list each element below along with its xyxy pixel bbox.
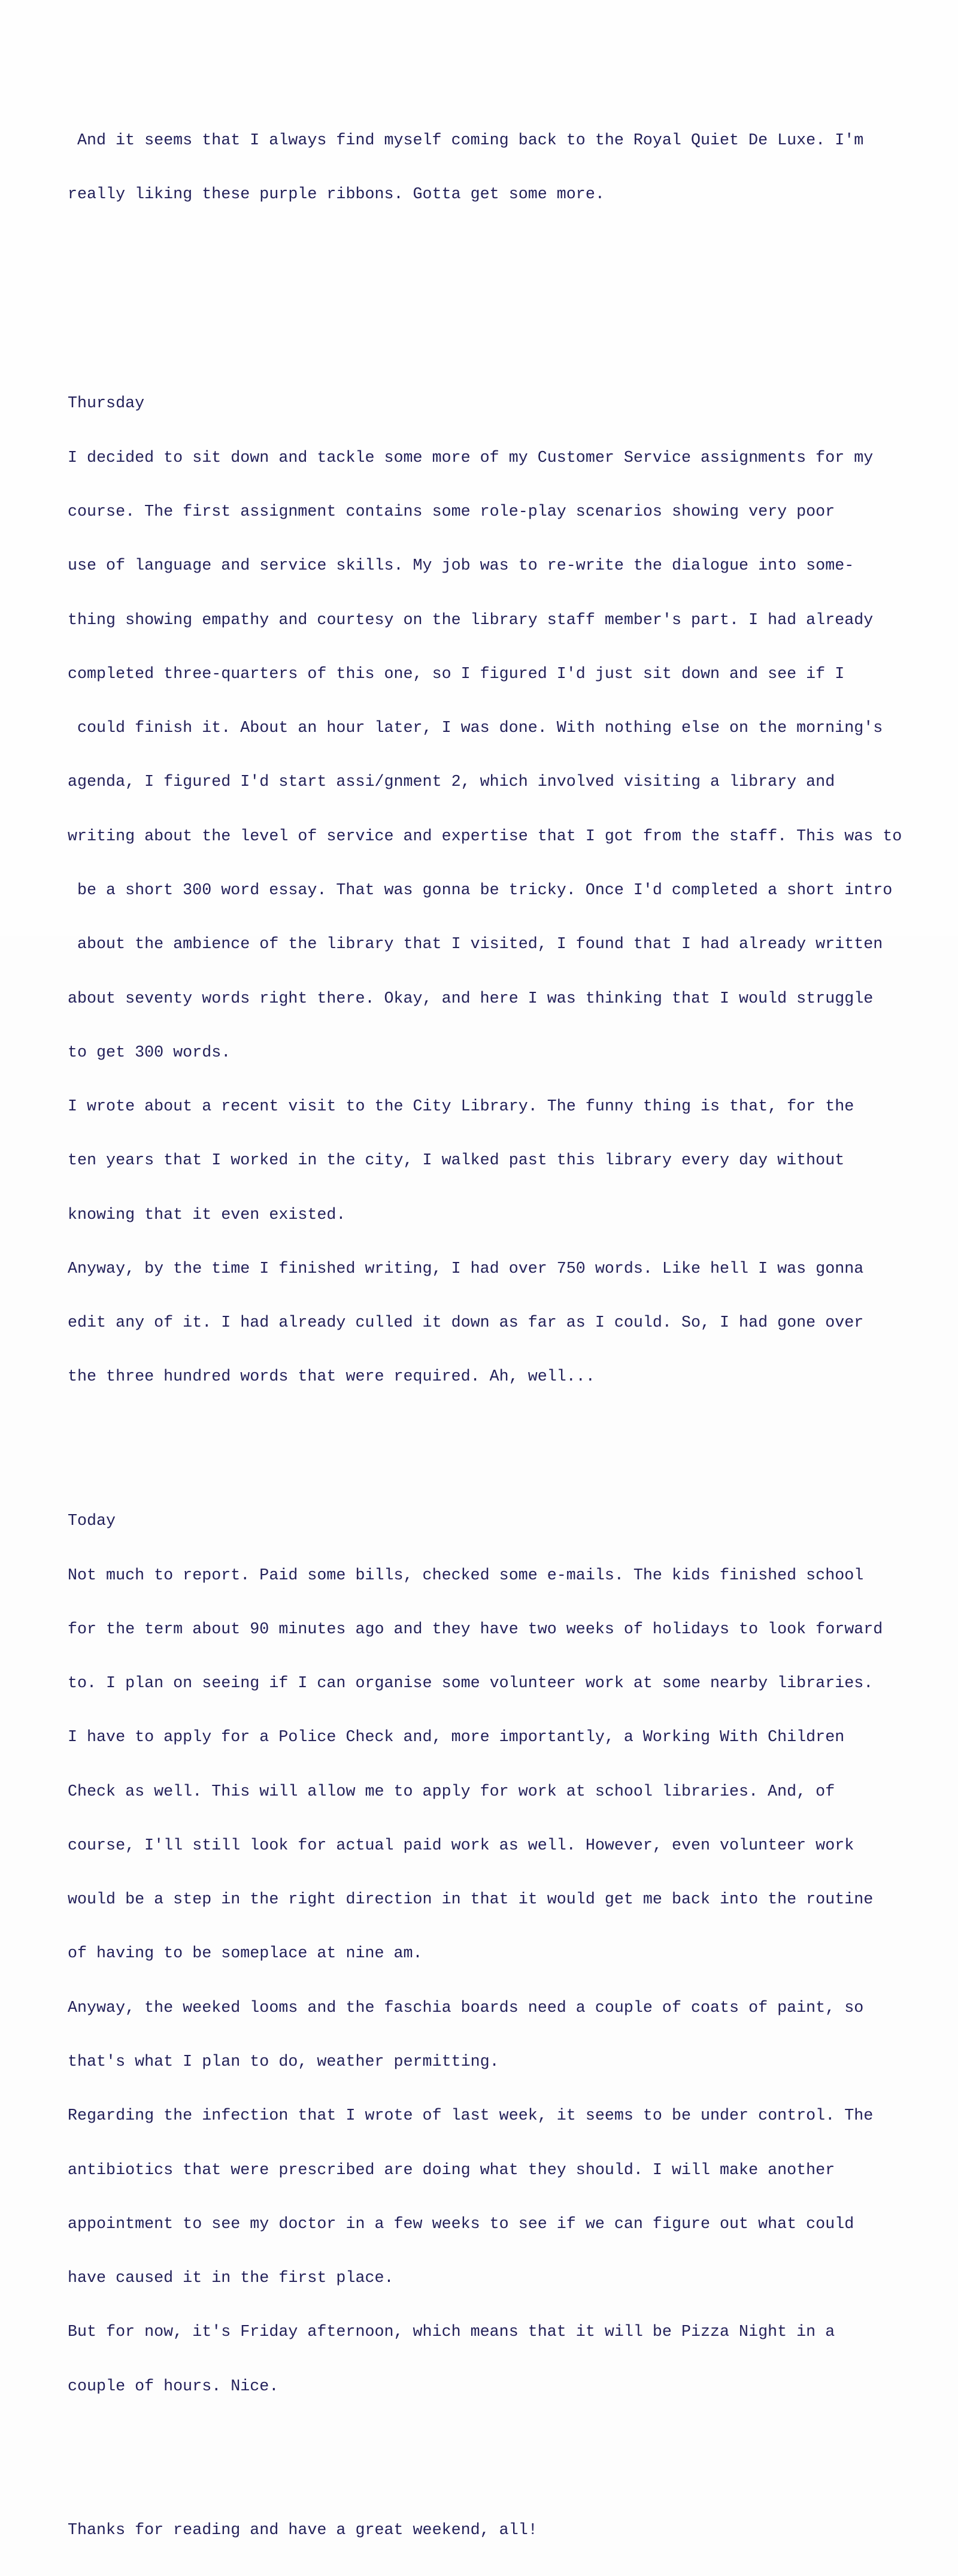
thursday-line: be a short 300 word essay. That was gonna be tricky. Once I'd completed a short intro [77,881,893,900]
thursday-line: the three hundred words that were required. Ah, well... [68,1368,595,1387]
today-line: to. I plan on seeing if I can organise some volunteer work at some nearby libraries. [68,1675,874,1693]
today-line: course, I'll still look for actual paid work as well. However, even volunteer work [68,1836,854,1855]
today-line: would be a step in the right direction in that it would get me back into the routine [68,1891,874,1909]
today-line: of having to be someplace at nine am. [68,1945,423,1963]
today-line: I have to apply for a Police Check and, more importantly, a Working With Children [68,1729,845,1747]
today-line: Regarding the infection that I wrote of last week, it seems to be under control. The [68,2107,874,2126]
spacer [68,2450,918,2468]
section-heading-thursday: Thursday [68,395,145,413]
today-line: have caused it in the first place. [68,2269,394,2288]
intro-line: And it seems that I always find myself coming back to the Royal Quiet De Luxe. I'm [77,132,864,150]
today-line: for the term about 90 minutes ago and they have two weeks of holidays to look forward [68,1620,883,1639]
thursday-line: thing showing empathy and courtesy on the library staff member's part. I had already [68,611,874,629]
thursday-line: about the ambience of the library that I visited, I found that I had already written [77,936,883,954]
today-line: Check as well. This will allow me to apply for work at school libraries. And, of [68,1782,835,1801]
spacer [68,323,918,341]
today-line: couple of hours. Nice. [68,2377,279,2396]
thursday-line: course. The first assignment contains some role-play scenarios showing very poor [68,503,835,521]
thursday-line: to get 300 words. [68,1043,231,1062]
thursday-line: ten years that I worked in the city, I walked past this library every day without [68,1152,845,1170]
thursday-line: I decided to sit down and tackle some more of my Customer Service assignments for my [68,449,874,467]
thursday-line: I wrote about a recent visit to the City Library. The funny thing is that, for the [68,1098,854,1116]
spacer [68,1440,918,1458]
thursday-line: knowing that it even existed. [68,1206,346,1224]
spacer [68,258,918,287]
today-line: But for now, it's Friday afternoon, which means that it will be Pizza Night in a [68,2323,835,2342]
thursday-line: about seventy words right there. Okay, and here I was thinking that I would struggle [68,989,874,1008]
thursday-line: Anyway, by the time I finished writing, I had over 750 words. Like hell I was gonna [68,1260,864,1278]
thursday-line: agenda, I figured I'd start assi/gnment 2, which involved visiting a library and [68,773,835,792]
thursday-line: use of language and service skills. My job was to re-write the dialogue into some- [68,557,854,576]
today-line: antibiotics that were prescribed are doing what they should. I will make another [68,2161,835,2180]
today-line: Not much to report. Paid some bills, checked some e-mails. The kids finished school [68,1566,864,1585]
thursday-line: edit any of it. I had already culled it down as far as I could. So, I had gone over [68,1314,864,1333]
typed-text-body [68,96,918,2576]
closing-line: Thanks for reading and have a great weekend, all! [68,2521,538,2540]
thursday-line: writing about the level of service and expertise that I got from the staff. This was to [68,827,902,846]
thursday-line: could finish it. About an hour later, I was done. With nothing else on the morning's [77,719,883,738]
intro-line: really liking these purple ribbons. Gotta get some more. [68,186,605,204]
today-line: Anyway, the weeked looms and the faschia boards need a couple of coats of paint, so [68,1999,864,2017]
today-line: appointment to see my doctor in a few weeks to see if we can figure out what could [68,2215,854,2233]
thursday-line: completed three-quarters of this one, so I figured I'd just sit down and see if I [68,665,845,683]
section-heading-today: Today [68,1512,116,1531]
today-line: that's what I plan to do, weather permitting. [68,2053,499,2072]
